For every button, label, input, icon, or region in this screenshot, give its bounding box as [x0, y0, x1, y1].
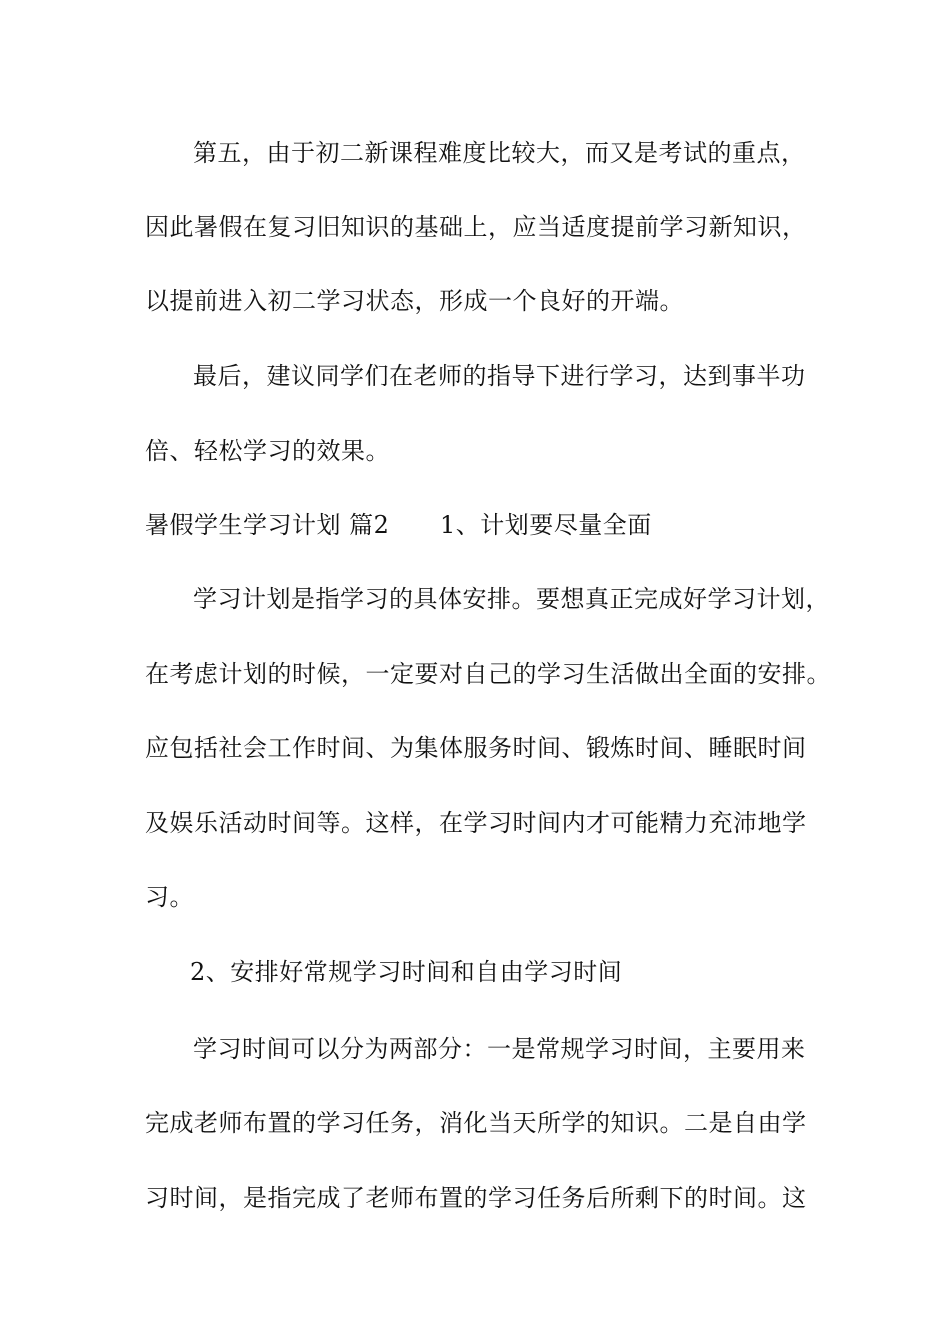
- paragraph-1-line-3: 以提前进入初二学习状态，形成一个良好的开端。: [145, 287, 684, 315]
- paragraph-1-line-1: 第五，由于初二新课程难度比较大，而又是考试的重点，: [193, 139, 806, 167]
- paragraph-3-line-3: 应包括社会工作时间、为集体服务时间、锻炼时间、睡眠时间: [145, 734, 807, 762]
- paragraph-3-line-2: 在考虑计划的时候，一定要对自己的学习生活做出全面的安排。: [145, 660, 831, 688]
- paragraph-2-line-1: 最后，建议同学们在老师的指导下进行学习，达到事半功: [193, 362, 806, 390]
- paragraph-2-line-2: 倍、轻松学习的效果。: [145, 437, 390, 465]
- subheading-2: 2、安排好常规学习时间和自由学习时间: [190, 958, 623, 986]
- paragraph-3-line-5: 习。: [145, 883, 194, 911]
- paragraph-3-line-1: 学习计划是指学习的具体安排。要想真正完成好学习计划，: [193, 585, 830, 613]
- section-heading-item: 1、计划要尽量全面: [440, 511, 652, 539]
- paragraph-1-line-2: 因此暑假在复习旧知识的基础上，应当适度提前学习新知识，: [145, 213, 807, 241]
- paragraph-4-line-3: 习时间，是指完成了老师布置的学习任务后所剩下的时间。这: [145, 1184, 807, 1212]
- paragraph-3-line-4: 及娱乐活动时间等。这样，在学习时间内才可能精力充沛地学: [145, 809, 807, 837]
- paragraph-4-line-2: 完成老师布置的学习任务，消化当天所学的知识。二是自由学: [145, 1109, 807, 1137]
- section-heading-title: 暑假学生学习计划 篇2: [145, 511, 390, 539]
- paragraph-4-line-1: 学习时间可以分为两部分：一是常规学习时间，主要用来: [193, 1035, 806, 1063]
